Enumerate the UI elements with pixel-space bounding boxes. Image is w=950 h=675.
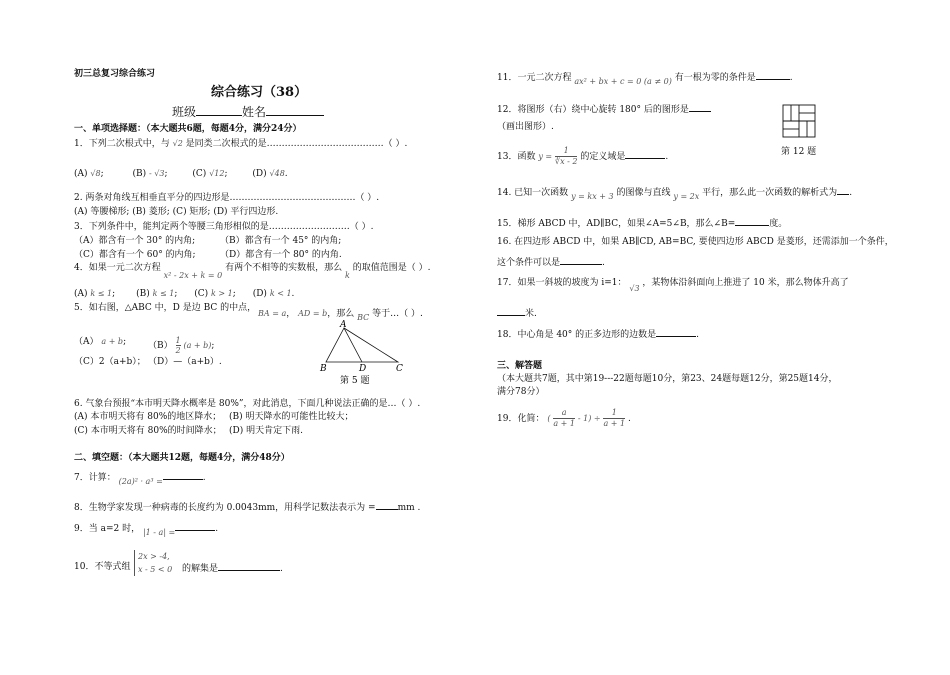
q6-opt-a: (A) 本市明天将有 80%的地区降水； [74, 412, 222, 422]
q17 [497, 277, 849, 293]
q1-opt-a-label: (A) [74, 169, 88, 179]
q10-answer: 的解集是 . [182, 561, 283, 575]
q15-blank [735, 216, 769, 226]
q4-opt-c: k > 1 [211, 289, 233, 298]
q10-text-b: 的解集是 [182, 564, 219, 574]
q3: 3．下列条件中，能判定两个等腰三角形相似的是………………………（ ）. [74, 222, 374, 232]
q5-vec-bc: BC [357, 313, 370, 322]
q13: 13．函数 y = $\frac{1}{∛x - 2}$ 的定义域是 . [497, 146, 669, 166]
q5-text-b: ，那么 [327, 309, 355, 319]
q4-equation: x² - 2x + k = 0 [163, 271, 223, 280]
q12-blank [689, 102, 711, 112]
q19: 19．化简： ( $\frac{a}{a + 1}$ - 1) ÷ $\frac{1}{a + 1}$ . [497, 408, 631, 428]
q9-expression: |1 - a| = [142, 528, 176, 537]
q8-text-b: mm . [397, 503, 421, 513]
q14: 14. 已知一次函数 y = kx + 3 的图像与直线 y = 2x 平行，那么此一次函数的解析式为 . [497, 185, 852, 199]
q1-opt-d-label: (D) [252, 169, 267, 179]
q10-blank [218, 561, 280, 571]
label-c: C [396, 364, 403, 374]
q19-text: 19．化简： [497, 414, 545, 424]
q8 [74, 500, 420, 514]
q1-opt-d: √48 [269, 169, 285, 178]
q14-function: y = kx + 3 [571, 192, 614, 201]
q10-text: 10．不等式组 [74, 562, 131, 572]
figure-12-grid [781, 103, 819, 139]
class-label: 班级 [172, 105, 197, 119]
figure-5-triangle [318, 318, 408, 386]
q1-text: 1．下列二次根式中，与 [74, 139, 170, 149]
q3-opt-b: （B）都含有一个 45° 的内角; [220, 236, 342, 246]
q2-options: (A) 等腰梯形; (B) 菱形; (C) 矩形; (D) 平行四边形. [74, 207, 279, 217]
label-a: A [340, 320, 347, 330]
q16-answer: 这个条件可以是 . [497, 255, 605, 269]
q6-opt-b: (B) 明天降水的可能性比较大； [229, 412, 354, 422]
q6-opt-c: (C) 本市明天将有 80%的时间降水； [74, 426, 222, 436]
q5-opt-d: （D）—（a+b）. [148, 357, 222, 367]
q16-blank [560, 255, 602, 265]
q4-text-b: 有两个不相等的实数根，那么 [225, 263, 343, 273]
q8-blank [376, 500, 398, 510]
q19-fraction-2 [603, 408, 625, 429]
q4-opt-b: k ≤ 1 [152, 289, 175, 298]
class-blank [196, 106, 242, 116]
q10 [74, 561, 130, 573]
q14-blank [837, 185, 849, 195]
q4-text: 4．如果一元二次方程 [74, 263, 161, 273]
q6: 6. 气象台预报“本市明天降水概率是 80%”，对此消息，下面几种说法正确的是…（ ）. [74, 399, 421, 409]
median-ad [344, 328, 362, 362]
class-name-line [172, 106, 324, 118]
q1-options: (A) √8; (B) - √3; (C) √12; (D) √48. [74, 169, 288, 179]
q5-vectors: BA = a， AD = b，那么 BC 等于…（ ）. [258, 309, 423, 322]
q17-radical: √3 [629, 284, 640, 293]
q10-ineq-2: x - 5 < 0 [138, 565, 173, 574]
q10-system [134, 550, 172, 576]
q7-expression: (2a)² · a³ = [118, 477, 163, 486]
section-3-note-2: 满分78分） [497, 387, 545, 397]
q19-frac2-den: a + 1 [603, 419, 626, 428]
q1-text-b: 是同类二次根式的是…………………………………（ ）. [185, 139, 408, 149]
q19-frac2-num: 1 [603, 408, 625, 419]
q3-opt-d: （D）都含有一个 80° 的内角. [220, 250, 342, 260]
q1-opt-c-label: (C) [192, 169, 207, 179]
q5-opt-b-label: （B） [148, 341, 173, 351]
q5-vec-ba: BA = a [258, 309, 287, 318]
q14-text-c: 平行，那么此一次函数的解析式为 [702, 188, 838, 198]
q16-text-b: 这个条件可以是 [497, 258, 561, 268]
q4 [74, 262, 431, 280]
q12-caption: 第 12 题 [781, 147, 817, 157]
q12-note: （画出图形）. [497, 122, 554, 132]
q11-text-b: 有一根为零的条件是 [674, 73, 756, 83]
q5-opt-b: (a + b) [183, 341, 212, 350]
q15-text-b: 度。 [769, 219, 788, 229]
q9: 9．当 a=2 时， |1 - a| = . [74, 521, 218, 535]
q1-opt-b-label: (B) [132, 169, 147, 179]
q13-fraction [555, 146, 578, 167]
q13-text-b: 的定义域是 [580, 152, 626, 162]
q14-line: y = 2x [673, 192, 700, 201]
q16: 16. 在四边形 ABCD 中，如果 AB∥CD, AB=BC, 要使四边形 ABCD 是菱形，还需添加一个条件， [497, 237, 894, 247]
q15-text: 15．梯形 ABCD 中，AD∥BC，如果∠A=5∠B，那么∠B= [497, 219, 736, 229]
q10-ineq-1: 2x > -4, [138, 552, 170, 561]
q11-equation: ax² + bx + c = 0 (a ≠ 0) [574, 77, 672, 86]
q13-blank [625, 149, 665, 159]
course-label: 初三总复习综合练习 [74, 69, 156, 79]
q14-text-b: 的图像与直线 [616, 188, 671, 198]
section-1-heading: 一、单项选择题：（本大题共6题，每题4分，满分24分） [74, 124, 302, 134]
q13-numerator: 1 [555, 146, 578, 157]
q18: 18．中心角是 40° 的正多边形的边数是 . [497, 327, 699, 341]
q7-text: 7．计算： [74, 473, 116, 483]
figure-5-caption: 第 5 题 [340, 376, 370, 386]
section-3-note-1: （本大题共7题，其中第19---22题每题10分，第23、24题每题12分，第25题14分， [497, 374, 838, 384]
q17-blank [497, 306, 525, 316]
q11-text: 11．一元二次方程 [497, 73, 572, 83]
q5-text: 5．如右图，△ABC 中，D 是边 BC 的中点， [74, 303, 257, 313]
triangle-abc [326, 328, 398, 362]
q19-middle: - 1) ÷ [577, 414, 601, 423]
q13-denominator: ∛x - 2 [554, 157, 578, 166]
q5-half-fraction: $\frac{1}{2}$ [175, 336, 181, 355]
q4-opt-a: k ≤ 1 [90, 289, 113, 298]
q13-y: y = [538, 152, 553, 161]
q19-frac1-num: a [553, 408, 575, 419]
q9-text: 9．当 a=2 时， [74, 524, 141, 534]
q4-text-c: 的取值范围是（ ）. [352, 263, 431, 273]
page-title: 综合练习（38） [211, 85, 308, 100]
q1-opt-c: √12 [209, 169, 225, 178]
label-b: B [320, 364, 327, 374]
q17-text-c: 米. [525, 309, 537, 319]
q12 [497, 102, 711, 116]
q4-k: k [345, 271, 350, 280]
q13-text: 13．函数 [497, 152, 536, 162]
q12-text: 12．将图形（右）绕中心旋转 180° 后的图形是 [497, 105, 689, 115]
q1-radical: √2 [172, 139, 183, 148]
q4-options: (A) k ≤ 1; (B) k ≤ 1; (C) k > 1; (D) k < 1. [74, 289, 295, 299]
q7: 7．计算： (2a)² · a³ = . [74, 470, 206, 484]
q4-opt-d-label: (D) [252, 289, 267, 299]
q17-answer [497, 306, 537, 320]
q7-blank [163, 470, 203, 480]
q19-fraction-1 [553, 408, 575, 429]
q5 [74, 302, 256, 314]
q14-text: 14. 已知一次函数 [497, 188, 569, 198]
q5-opt-a-label: （A） [74, 337, 99, 347]
q5-opt-c: （C）2（a+b）； [74, 357, 146, 367]
q1-opt-a: √8 [90, 169, 101, 178]
q5-vec-ad: AD = b [298, 309, 328, 318]
q15 [497, 216, 787, 230]
section-3-heading: 三、解答题 [497, 361, 543, 371]
q19-frac1-den: a + 1 [553, 419, 575, 428]
q18-blank [656, 327, 696, 337]
q5-opt-a: a + b [101, 337, 124, 346]
q5-text-c: 等于…（ ）. [372, 309, 423, 319]
q3-opt-c: （C）都含有一个 60° 的内角; [74, 250, 196, 260]
q2: 2. 两条对角线互相垂直平分的四边形是……………………………………（ ）. [74, 193, 380, 203]
q11-blank [756, 70, 790, 80]
q1-opt-b: - √3 [149, 169, 165, 178]
section-2-heading: 二、填空题：（本大题共12题，每题4分，满分48分） [74, 453, 290, 463]
name-blank [266, 106, 324, 116]
q4-opt-c-label: (C) [194, 289, 209, 299]
q11: 11．一元二次方程 ax² + bx + c = 0 (a ≠ 0) 有一根为零的条件是 . [497, 70, 793, 84]
label-d: D [359, 364, 367, 374]
q3-opt-a: （A）都含有一个 30° 的内角; [74, 236, 196, 246]
q1 [74, 138, 407, 150]
name-label: 姓名 [242, 105, 267, 119]
q17-text-b: ，某物体沿斜面向上推进了 10 米，那么物体升高了 [642, 278, 849, 288]
q9-blank [175, 521, 215, 531]
q5-options-1: （A） a + b; [74, 337, 127, 347]
q8-text: 8．生物学家发现一种病毒的长度约为 0.0043mm，用科学记数法表示为 = [74, 503, 376, 513]
q5-opt-b-group: （B） $\frac{1}{2}$ (a + b); [148, 336, 215, 355]
q4-opt-a-label: (A) [74, 289, 88, 299]
q6-opt-d: (D) 明天肯定下雨. [229, 426, 303, 436]
q4-opt-b-label: (B) [136, 289, 150, 299]
q4-opt-d: k < 1 [269, 289, 292, 298]
q18-text: 18．中心角是 40° 的正多边形的边数是 [497, 330, 657, 340]
q17-text: 17．如果一斜坡的坡度为 i=1： [497, 278, 627, 288]
